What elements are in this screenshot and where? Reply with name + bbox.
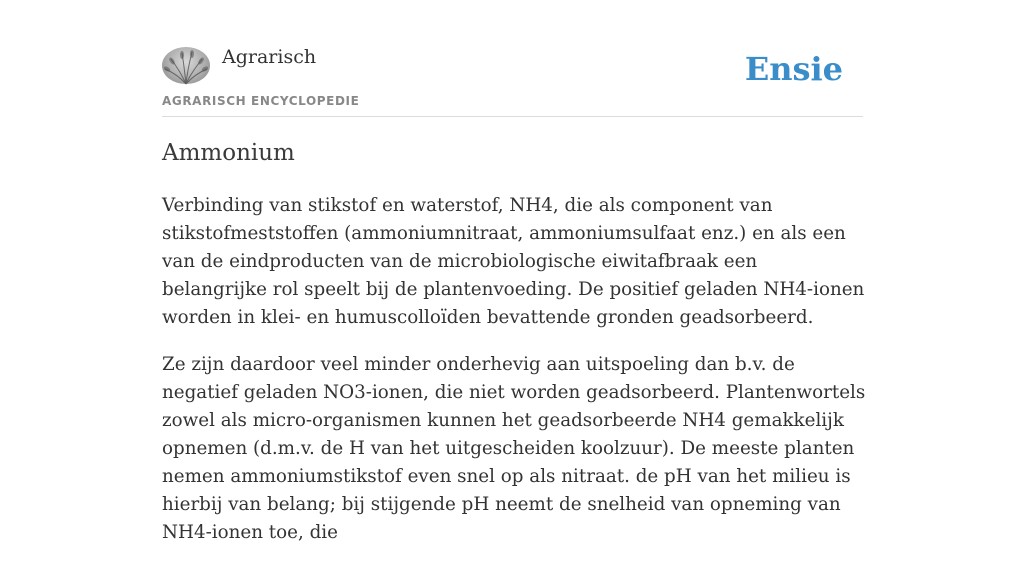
category-subtitle: AGRARISCH ENCYCLOPEDIE (162, 94, 360, 108)
brand-logo-link[interactable]: Ensie (744, 50, 843, 88)
category-avatar[interactable] (162, 47, 210, 84)
article-paragraph: Verbinding van stikstof en waterstof, NH4, die als component van stikstofmeststoffen (ammoniumnitraat, ammoniumsulfaat enz.) en als een van de eindproducten van de microbiologische eiwitafbraak een belangrijke rol speelt bij de plantenvoeding. De positief geladen NH4-ionen worden in klei- en humuscolloïden bevattende gronden geadsorbeerd. (162, 195, 865, 328)
wheat-icon (162, 47, 210, 84)
category-name-link[interactable]: Agrarisch (222, 46, 317, 68)
article-body (162, 192, 867, 566)
content-container (162, 0, 866, 543)
article-paragraph: Ze zijn daardoor veel minder onderhevig aan uitspoeling dan b.v. de negatief geladen NO3-ionen, die niet worden geadsorbeerd. Plantenwortels zowel als micro-organismen kunnen het geadsorbeerde NH4 gemakkelijk opnemen (d.m.v. de H van het uitgescheiden koolzuur). De meeste planten nemen ammoniumstikstof even snel op als nitraat. de pH van het milieu is hierbij van belang; bij stijgende pH neemt de snelheid van opneming van NH4-ionen toe, die (162, 354, 866, 543)
header (162, 0, 863, 117)
page-title: Ammonium (162, 140, 295, 166)
